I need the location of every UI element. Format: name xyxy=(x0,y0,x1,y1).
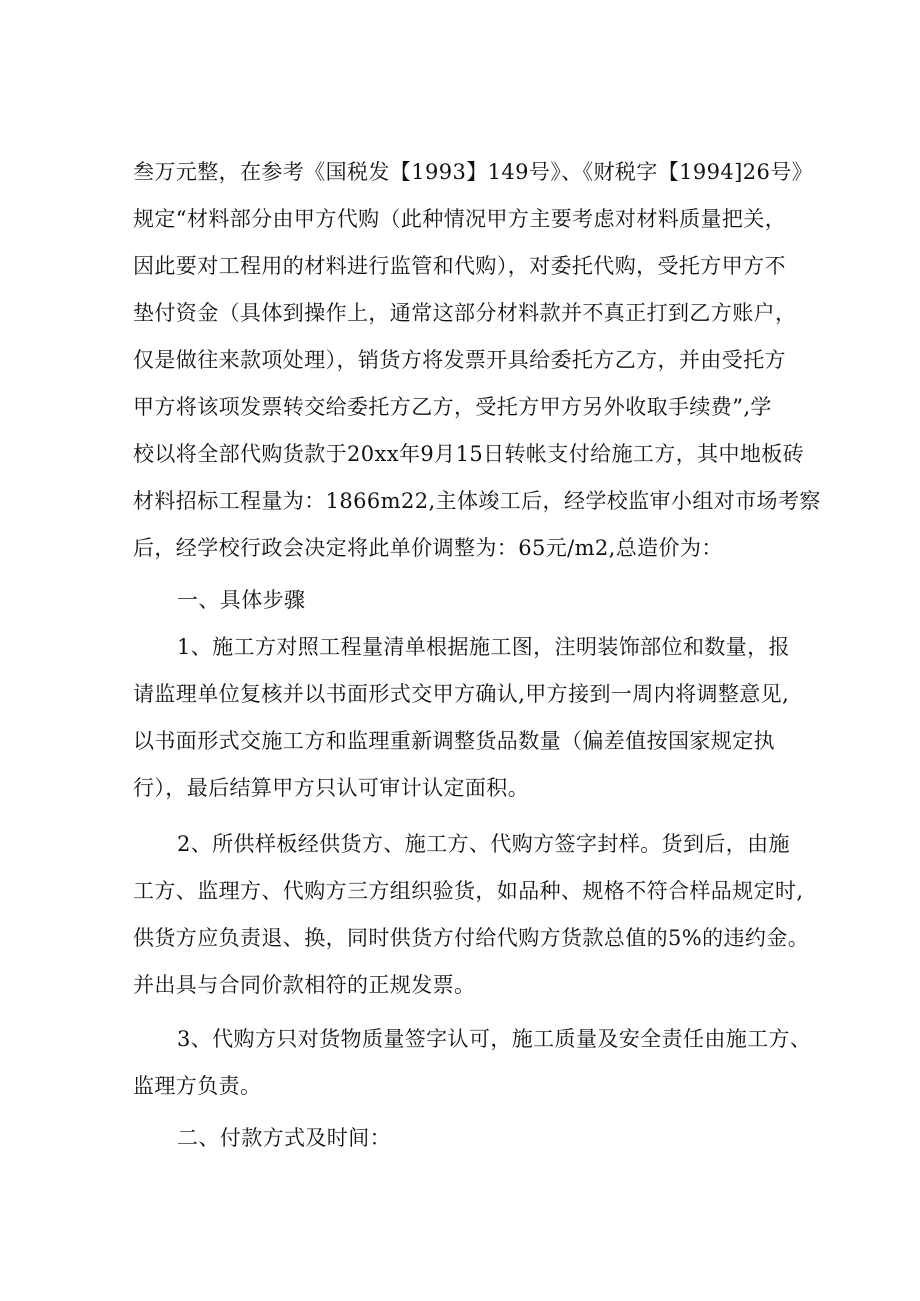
text-line: 监理方负责。 xyxy=(133,1074,262,1098)
text-line: 请监理单位复核并以书面形式交甲方确认,甲方接到一周内将调整意见, xyxy=(133,682,790,706)
text-line: 叁万元整，在参考《国税发【1993】149号》、《财税字【1994]26号》 xyxy=(133,160,814,184)
text-line: 材料招标工程量为：1866m22,主体竣工后，经学校监审小组对市场考察 xyxy=(133,489,821,513)
section-heading: 二、付款方式及时间： xyxy=(177,1126,391,1150)
text-line: 行），最后结算甲方只认可审计认定面积。 xyxy=(133,776,530,800)
text-line: 以书面形式交施工方和监理重新调整货品数量（偏差值按国家规定执 xyxy=(133,729,775,753)
text-line: 规定“材料部分由甲方代购（此种情况甲方主要考虑对材料质量把关， xyxy=(133,207,787,231)
text-line: 垫付资金（具体到操作上，通常这部分材料款并不真正打到乙方账户， xyxy=(133,301,797,325)
text-line: 后，经学校行政会决定将此单价调整为：65元/m2,总造价为： xyxy=(133,536,723,560)
text-line: 3、代购方只对货物质量签字认可，施工质量及安全责任由施工方、 xyxy=(177,1027,812,1051)
text-line: 因此要对工程用的材料进行监管和代购），对委托代购，受托方甲方不 xyxy=(133,254,786,278)
text-line: 供货方应负责退、换，同时供货方付给代购方货款总值的5%的违约金。 xyxy=(133,926,810,950)
text-line: 工方、监理方、代购方三方组织验货，如品种、规格不符合样品规定时, xyxy=(133,879,804,903)
text-line: 1、施工方对照工程量清单根据施工图，注明装饰部位和数量，报 xyxy=(177,635,790,659)
text-line: 并出具与合同价款相符的正规发票。 xyxy=(133,973,476,997)
text-line: 甲方将该项发票转交给委托方乙方，受托方甲方另外收取手续费”,学 xyxy=(133,395,772,419)
section-heading: 一、具体步骤 xyxy=(177,588,306,612)
text-line: 校以将全部代购货款于20xx年9月15日转帐支付给施工方，其中地板砖 xyxy=(133,442,805,466)
text-line: 仅是做往来款项处理），销货方将发票开具给委托方乙方，并由受托方 xyxy=(133,348,786,372)
text-line: 2、所供样板经供货方、施工方、代购方签字封样。货到后，由施 xyxy=(177,832,790,856)
